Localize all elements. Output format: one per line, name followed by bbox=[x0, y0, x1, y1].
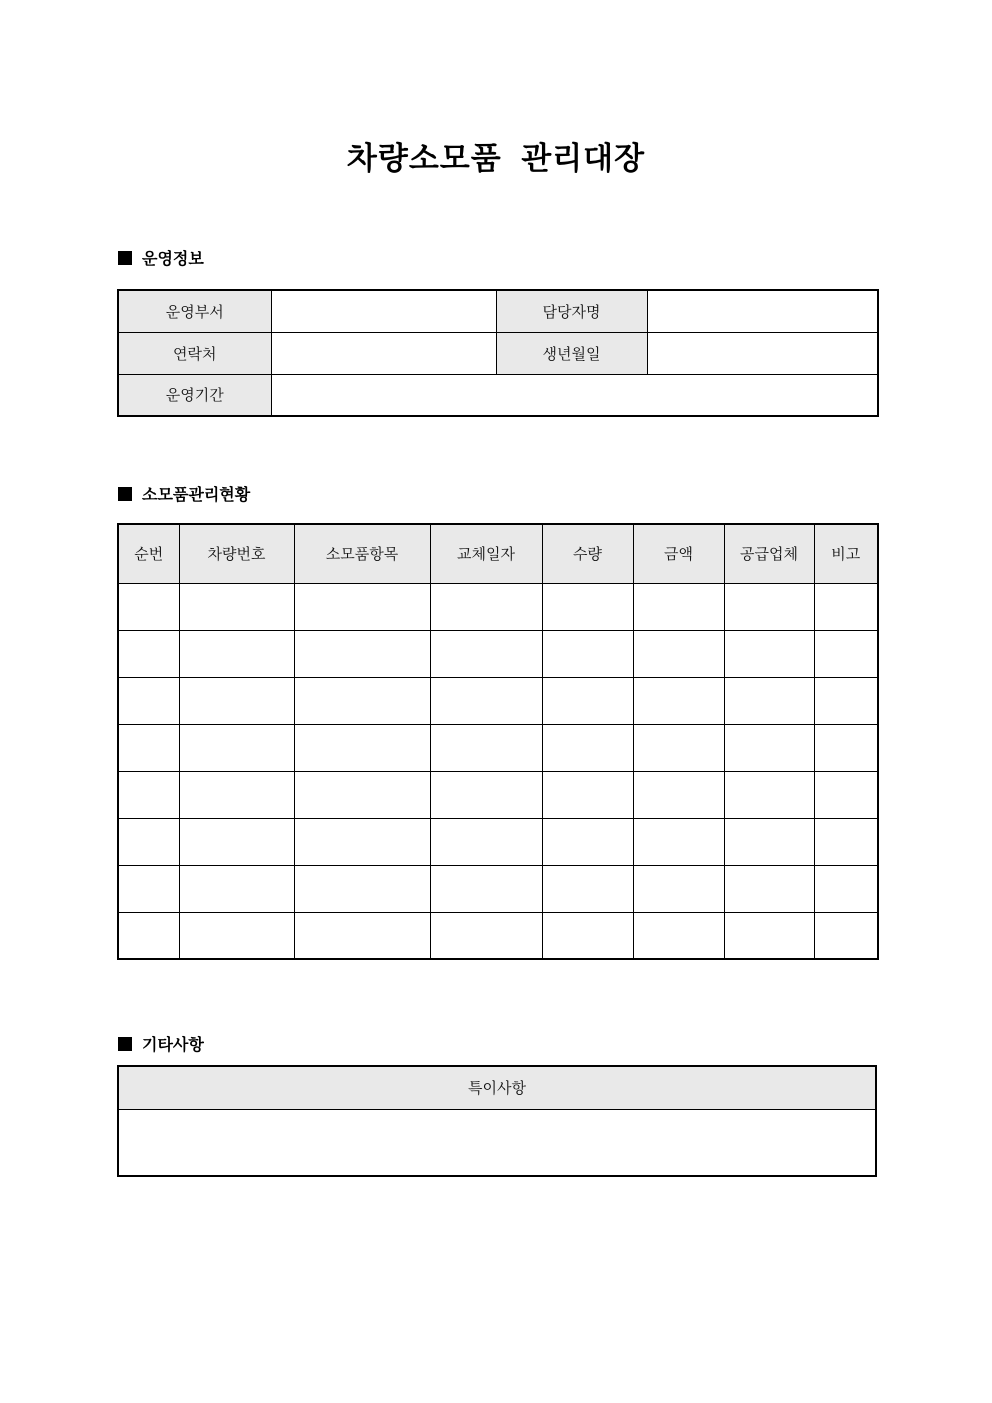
empty-cell bbox=[633, 865, 724, 912]
empty-cell bbox=[633, 912, 724, 959]
notes-header: 특이사항 bbox=[118, 1066, 876, 1109]
empty-cell bbox=[118, 677, 179, 724]
empty-cell bbox=[179, 771, 294, 818]
empty-cell bbox=[430, 771, 542, 818]
table-row bbox=[118, 583, 878, 630]
column-header-supplier: 공급업체 bbox=[724, 524, 814, 583]
empty-cell bbox=[430, 677, 542, 724]
column-header-replacement-date: 교체일자 bbox=[430, 524, 542, 583]
empty-cell bbox=[633, 677, 724, 724]
empty-cell bbox=[814, 865, 878, 912]
empty-cell bbox=[430, 583, 542, 630]
empty-cell bbox=[179, 865, 294, 912]
empty-cell bbox=[814, 677, 878, 724]
section-heading-label: 소모품관리현황 bbox=[142, 487, 251, 504]
empty-cell bbox=[633, 583, 724, 630]
empty-cell bbox=[294, 677, 430, 724]
empty-cell bbox=[814, 912, 878, 959]
empty-cell bbox=[724, 912, 814, 959]
empty-cell bbox=[724, 583, 814, 630]
empty-cell bbox=[542, 771, 633, 818]
empty-cell bbox=[814, 771, 878, 818]
manager-name-label: 담당자명 bbox=[496, 290, 647, 332]
column-header-quantity: 수량 bbox=[542, 524, 633, 583]
section-heading-consumables bbox=[118, 482, 250, 505]
operation-info-table bbox=[117, 289, 879, 417]
empty-cell bbox=[179, 912, 294, 959]
empty-cell bbox=[542, 865, 633, 912]
empty-cell bbox=[118, 583, 179, 630]
empty-cell bbox=[724, 630, 814, 677]
table-row bbox=[118, 771, 878, 818]
empty-cell bbox=[633, 818, 724, 865]
section-bullet-icon bbox=[118, 251, 132, 265]
empty-cell bbox=[179, 630, 294, 677]
empty-cell bbox=[179, 818, 294, 865]
column-header-amount: 금액 bbox=[633, 524, 724, 583]
section-heading-etc bbox=[118, 1032, 204, 1055]
empty-cell bbox=[430, 724, 542, 771]
notes-table bbox=[117, 1065, 877, 1177]
table-row bbox=[118, 374, 878, 416]
empty-cell bbox=[179, 724, 294, 771]
column-header-consumable-item: 소모품항목 bbox=[294, 524, 430, 583]
page-title: 차량소모품 관리대장 bbox=[346, 141, 646, 176]
manager-name-value bbox=[647, 290, 878, 332]
empty-cell bbox=[814, 724, 878, 771]
empty-cell bbox=[633, 771, 724, 818]
empty-cell bbox=[542, 630, 633, 677]
table-header-row bbox=[118, 1066, 876, 1109]
table-row bbox=[118, 724, 878, 771]
empty-cell bbox=[542, 724, 633, 771]
empty-cell bbox=[724, 818, 814, 865]
section-heading-operation-info bbox=[118, 246, 204, 269]
empty-cell bbox=[179, 677, 294, 724]
empty-cell bbox=[724, 771, 814, 818]
empty-cell bbox=[294, 771, 430, 818]
empty-cell bbox=[294, 630, 430, 677]
column-header-remarks: 비고 bbox=[814, 524, 878, 583]
empty-cell bbox=[430, 865, 542, 912]
operation-dept-value bbox=[271, 290, 496, 332]
consumables-table bbox=[117, 523, 879, 960]
empty-cell bbox=[814, 630, 878, 677]
empty-cell bbox=[179, 583, 294, 630]
empty-cell bbox=[430, 912, 542, 959]
operation-period-label: 운영기간 bbox=[118, 374, 271, 416]
birthdate-value bbox=[647, 332, 878, 374]
empty-cell bbox=[294, 912, 430, 959]
table-row bbox=[118, 332, 878, 374]
section-bullet-icon bbox=[118, 487, 132, 501]
empty-cell bbox=[294, 818, 430, 865]
contact-value bbox=[271, 332, 496, 374]
empty-cell bbox=[542, 818, 633, 865]
table-row bbox=[118, 865, 878, 912]
empty-cell bbox=[118, 818, 179, 865]
empty-cell bbox=[633, 724, 724, 771]
table-row bbox=[118, 677, 878, 724]
empty-cell bbox=[430, 818, 542, 865]
table-row bbox=[118, 1109, 876, 1176]
empty-cell bbox=[430, 630, 542, 677]
empty-cell bbox=[724, 677, 814, 724]
section-heading-label: 운영정보 bbox=[142, 251, 204, 268]
empty-cell bbox=[118, 865, 179, 912]
table-row bbox=[118, 630, 878, 677]
table-row bbox=[118, 818, 878, 865]
birthdate-label: 생년월일 bbox=[496, 332, 647, 374]
operation-period-value bbox=[271, 374, 878, 416]
section-heading-label: 기타사항 bbox=[142, 1037, 204, 1054]
empty-cell bbox=[118, 630, 179, 677]
table-row bbox=[118, 290, 878, 332]
column-header-vehicle-number: 차량번호 bbox=[179, 524, 294, 583]
empty-cell bbox=[542, 912, 633, 959]
column-header-seq: 순번 bbox=[118, 524, 179, 583]
contact-label: 연락처 bbox=[118, 332, 271, 374]
empty-cell bbox=[633, 630, 724, 677]
table-row bbox=[118, 912, 878, 959]
empty-cell bbox=[294, 865, 430, 912]
table-header-row bbox=[118, 524, 878, 583]
section-bullet-icon bbox=[118, 1037, 132, 1051]
empty-cell bbox=[724, 724, 814, 771]
empty-cell bbox=[294, 724, 430, 771]
empty-cell bbox=[294, 583, 430, 630]
empty-cell bbox=[118, 771, 179, 818]
empty-cell bbox=[814, 818, 878, 865]
empty-cell bbox=[814, 583, 878, 630]
empty-cell bbox=[118, 912, 179, 959]
empty-cell bbox=[542, 677, 633, 724]
empty-cell bbox=[542, 583, 633, 630]
operation-dept-label: 운영부서 bbox=[118, 290, 271, 332]
empty-cell bbox=[118, 724, 179, 771]
notes-value bbox=[118, 1109, 876, 1176]
empty-cell bbox=[724, 865, 814, 912]
